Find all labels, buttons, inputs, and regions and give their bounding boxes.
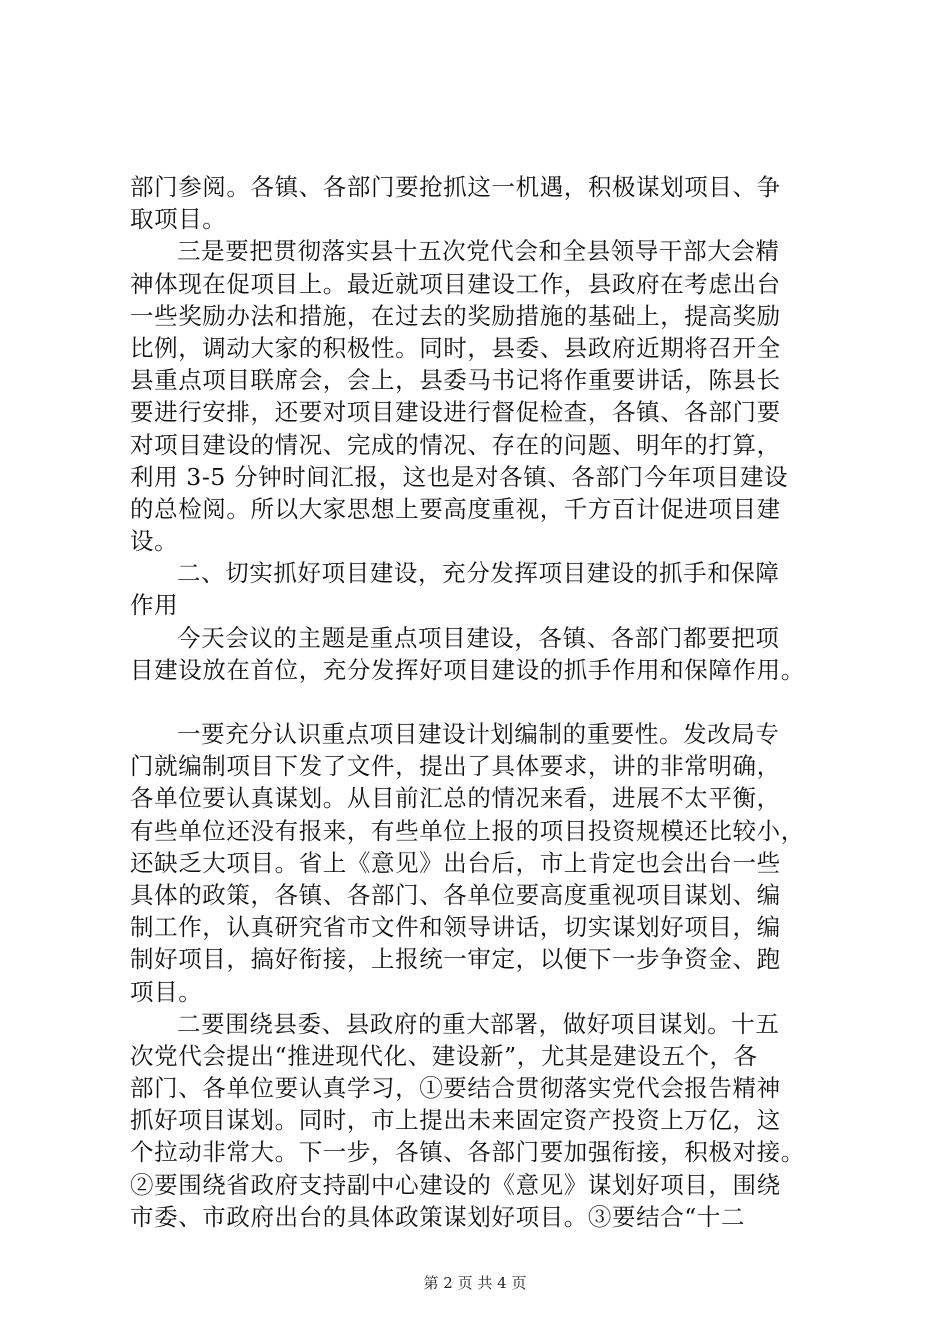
text-line: 具体的政策，各镇、各部门、各单位要高度重视项目谋划、编	[130, 880, 781, 909]
text-line: 制好项目，搞好衔接，上报统一审定，以便下一步争资金、跑	[130, 945, 781, 974]
section-heading: 二、切实抓好项目建设，充分发挥项目建设的抓手和保障	[177, 559, 780, 588]
text-line: 各单位要认真谋划。从目前汇总的情况来看，进展不太平衡，	[130, 784, 781, 813]
text-line: 个拉动非常大。下一步，各镇、各部门要加强衔接，积极对接。	[130, 1138, 805, 1167]
text-line: 抓好项目谋划。同时，市上提出未来固定资产投资上万亿，这	[130, 1106, 781, 1135]
text-line: 一些奖励办法和措施，在过去的奖励措施的基础上，提高奖励	[130, 301, 781, 330]
paragraph-start: 今天会议的主题是重点项目建设，各镇、各部门都要把项	[177, 623, 780, 652]
text-line: 市委、市政府出台的具体政策谋划好项目。③要结合“十二	[130, 1202, 746, 1231]
text-line: 项目。	[130, 977, 203, 1006]
text-line: ②要围绕省政府支持副中心建设的《意见》谋划好项目，围绕	[130, 1170, 781, 1199]
page-number-label: 第 2 页 共 4 页	[423, 1274, 527, 1292]
text-line: 设。	[130, 527, 179, 556]
text-line: 县重点项目联席会，会上，县委马书记将作重要讲话，陈县长	[130, 366, 781, 395]
text-line: 次党代会提出“推进现代化、建设新”，尤其是建设五个，各	[130, 1041, 758, 1070]
text-line: 门就编制项目下发了文件，提出了具体要求，讲的非常明确，	[130, 752, 781, 781]
text-line: 有些单位还没有报来，有些单位上报的项目投资规模还比较小，	[130, 816, 805, 845]
text-line: 目建设放在首位，充分发挥好项目建设的抓手作用和保障作用。	[130, 655, 805, 684]
paragraph-start: 三是要把贯彻落实县十五次党代会和全县领导干部大会精	[177, 237, 780, 266]
text-line: 神体现在促项目上。最近就项目建设工作，县政府在考虑出台	[130, 269, 781, 298]
page-footer	[0, 1272, 950, 1293]
text-line: 部门参阅。各镇、各部门要抢抓这一机遇，积极谋划项目、争	[130, 173, 781, 201]
paragraph-gap	[130, 686, 830, 718]
text-line: 制工作，认真研究省市文件和领导讲话，切实谋划好项目，编	[130, 913, 781, 942]
text-line: 取项目。	[130, 205, 227, 234]
text-line: 比例，调动大家的积极性。同时，县委、县政府近期将召开全	[130, 333, 781, 362]
text-line: 部门、各单位要认真学习，①要结合贯彻落实党代会报告精神	[130, 1074, 781, 1103]
text-line: 利用 3-5 分钟时间汇报，这也是对各镇、各部门今年项目建设	[130, 462, 789, 491]
paragraph-start: 二要围绕县委、县政府的重大部署，做好项目谋划。十五	[177, 1009, 780, 1038]
text-line: 的总检阅。所以大家思想上要高度重视，千方百计促进项目建	[130, 494, 781, 523]
document-body	[130, 171, 830, 1233]
text-line: 对项目建设的情况、完成的情况、存在的问题、明年的打算，	[130, 430, 781, 459]
paragraph-start: 一要充分认识重点项目建设计划编制的重要性。发改局专	[177, 720, 780, 748]
text-line: 要进行安排，还要对项目建设进行督促检查，各镇、各部门要	[130, 398, 781, 427]
text-line: 还缺乏大项目。省上《意见》出台后，市上肯定也会出台一些	[130, 848, 781, 877]
section-heading-cont: 作用	[130, 591, 179, 620]
